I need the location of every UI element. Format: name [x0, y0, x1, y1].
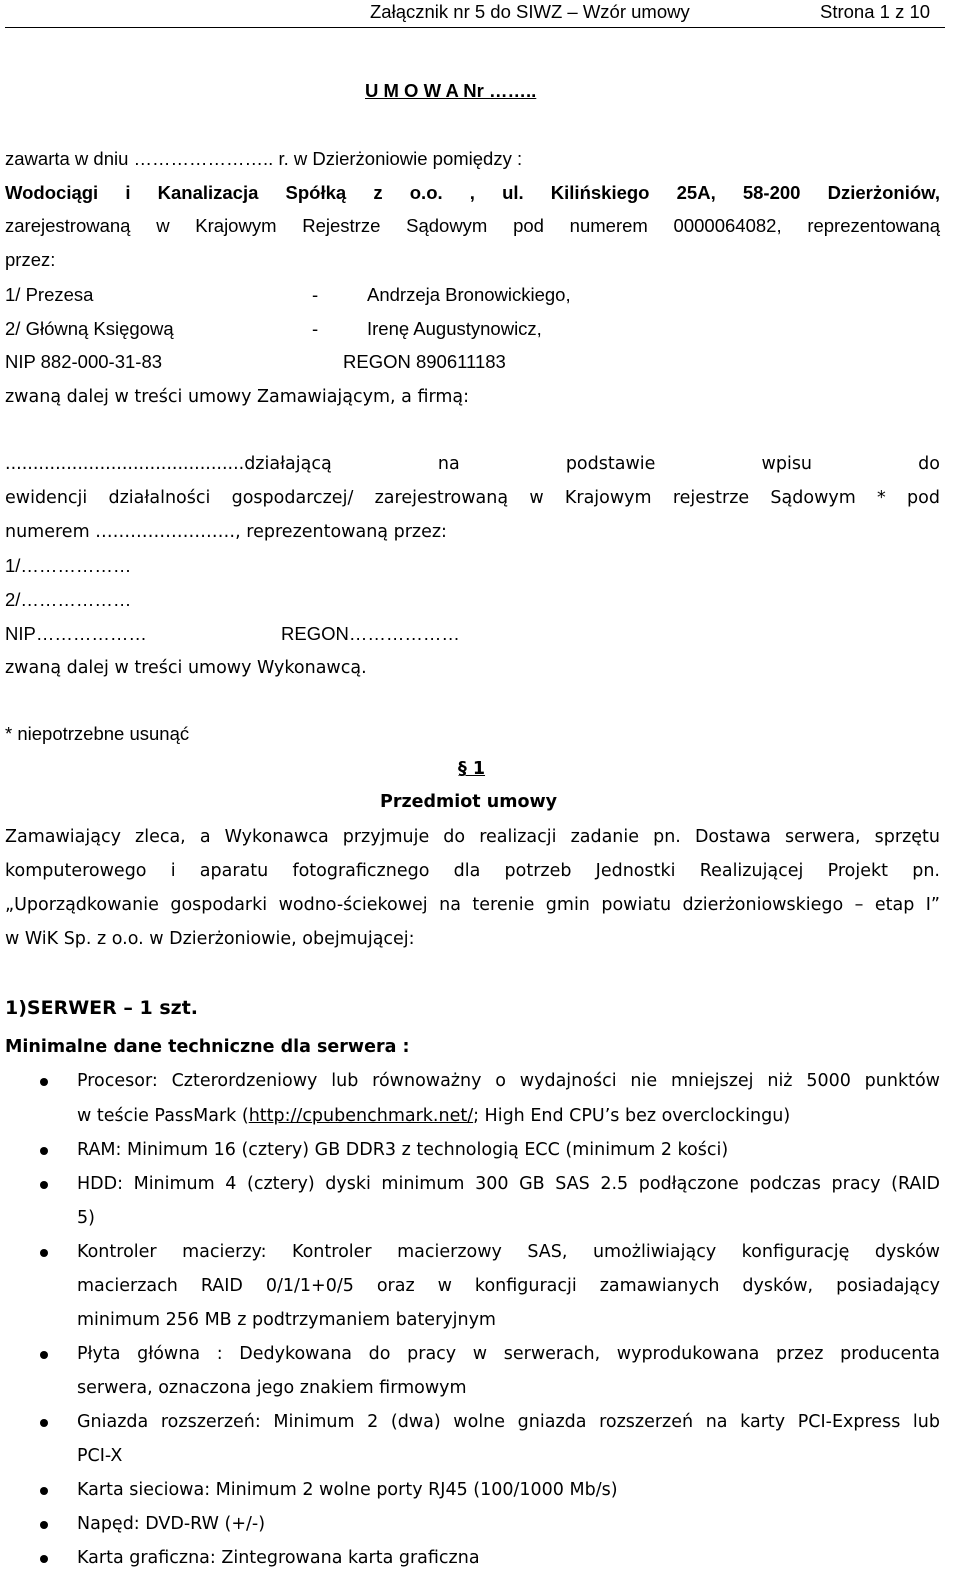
server-item-1-text-a: w teście PassMark ( [77, 1106, 249, 1126]
party2-line3: numerem ……………………, reprezentowaną przez: [5, 522, 447, 542]
server-item-6-line1: Gniazda rozszerzeń: Minimum 2 (dwa) wolne gniazda rozszerzeń na karty PCI-Express lub [77, 1412, 940, 1432]
section-p4: w WiK Sp. z o.o. w Dzierżoniowie, obejmującej: [5, 929, 415, 949]
party1-nip: NIP 882-000-31-83 [5, 351, 163, 372]
party1-line3: przez: [5, 249, 56, 270]
server-subheading: Minimalne dane techniczne dla serwera : [5, 1037, 410, 1057]
passmark-link[interactable]: http://cpubenchmark.net/ [248, 1106, 474, 1126]
intro-line: zawarta w dniu ………………….. r. w Dzierżoniowie pomiędzy : [5, 148, 523, 169]
party2-nip: NIP……………… [5, 623, 147, 644]
section-heading: Przedmiot umowy [380, 792, 558, 812]
server-item-3-line2: 5) [77, 1208, 95, 1228]
party1-called: zwaną dalej w treści umowy Zamawiającym, a firmą: [5, 387, 470, 407]
server-item-1-line1: Procesor: Czterordzeniowy lub równoważny o wydajności nie mniejszej niż 5000 punktów [77, 1071, 940, 1091]
server-item-3-line1: HDD: Minimum 4 (cztery) dyski minimum 300 GB SAS 2.5 podłączone podczas pracy (RAID [77, 1174, 940, 1194]
bullet-icon [40, 1521, 48, 1529]
header-right: Strona 1 z 10 [820, 1, 931, 22]
bullet-icon [40, 1181, 48, 1189]
server-item-9-line1: Karta graficzna: Zintegrowana karta graficzna [77, 1548, 480, 1568]
party1-line1: Wodociągi i Kanalizacja Spółką z o.o. , ul. Kilińskiego 25A, 58-200 Dzierżoniów, [5, 182, 940, 203]
party2-rep1: 1/……………… [5, 555, 132, 576]
party2-called: zwaną dalej w treści umowy Wykonawcą. [5, 658, 367, 678]
contract-title: U M O W A Nr …….. [365, 80, 537, 101]
bullet-icon [40, 1147, 48, 1155]
server-item-1-text-b: ; High End CPU’s bez overclockingu) [473, 1106, 791, 1126]
bullet-icon [40, 1487, 48, 1495]
server-heading: 1)SERWER – 1 szt. [5, 997, 198, 1019]
server-item-1-line2 [77, 1104, 790, 1128]
server-item-6-line2: PCI-X [77, 1446, 123, 1466]
server-item-4-line3: minimum 256 MB z podtrzymaniem bateryjnym [77, 1310, 496, 1330]
bullet-icon [40, 1555, 48, 1563]
party2-regon: REGON……………… [281, 623, 460, 644]
header-left: Załącznik nr 5 do SIWZ – Wzór umowy [370, 1, 690, 22]
party1-line2: zarejestrowaną w Krajowym Rejestrze Sądowym pod numerem 0000064082, reprezentowaną [5, 215, 940, 236]
server-item-8-line1: Napęd: DVD-RW (+/-) [77, 1514, 266, 1534]
party2-line2: ewidencji działalności gospodarczej/ zarejestrowaną w Krajowym rejestrze Sądowym * pod [5, 488, 940, 508]
footnote: * niepotrzebne usunąć [5, 723, 190, 744]
server-item-4-line1: Kontroler macierzy: Kontroler macierzowy SAS, umożliwiający konfigurację dysków [77, 1242, 940, 1262]
section-p3: „Uporządkowanie gospodarki wodno-ściekowej na terenie gmin powiatu dzierżoniowskiego – etap I” [5, 895, 940, 915]
party1-rep1-dash: - [312, 284, 319, 305]
party1-regon: REGON 890611183 [343, 351, 506, 372]
section-p2: komputerowego i aparatu fotograficznego dla potrzeb Jednostki Realizującej Projekt pn. [5, 861, 940, 881]
party1-rep1-role: 1/ Prezesa [5, 284, 94, 305]
party2-line1: ...........................................działającą na podstawie wpisu do [5, 454, 940, 474]
bullet-icon [40, 1351, 48, 1359]
server-item-5-line1: Płyta główna : Dedykowana do pracy w serwerach, wyprodukowana przez producenta [77, 1344, 940, 1364]
party1-rep2-role: 2/ Główną Księgową [5, 318, 174, 339]
bullet-icon [40, 1078, 48, 1086]
party1-rep2-dash: - [312, 318, 319, 339]
server-item-5-line2: serwera, oznaczona jego znakiem firmowym [77, 1378, 467, 1398]
section-number: § 1 [458, 759, 486, 779]
server-item-7-line1: Karta sieciowa: Minimum 2 wolne porty RJ45 (100/1000 Mb/s) [77, 1480, 618, 1500]
header-divider [5, 27, 945, 28]
party1-rep2-name: Irenę Augustynowicz, [367, 318, 542, 339]
party1-rep1-name: Andrzeja Bronowickiego, [367, 284, 571, 305]
bullet-icon [40, 1249, 48, 1257]
server-item-4-line2: macierzach RAID 0/1/1+0/5 oraz w konfiguracji zamawianych dysków, posiadający [77, 1276, 940, 1296]
section-p1: Zamawiający zleca, a Wykonawca przyjmuje do realizacji zadanie pn. Dostawa serwera, sprzętu [5, 827, 940, 847]
server-item-2-line1: RAM: Minimum 16 (cztery) GB DDR3 z technologią ECC (minimum 2 kości) [77, 1140, 729, 1160]
bullet-icon [40, 1419, 48, 1427]
party2-rep2: 2/……………… [5, 589, 132, 610]
